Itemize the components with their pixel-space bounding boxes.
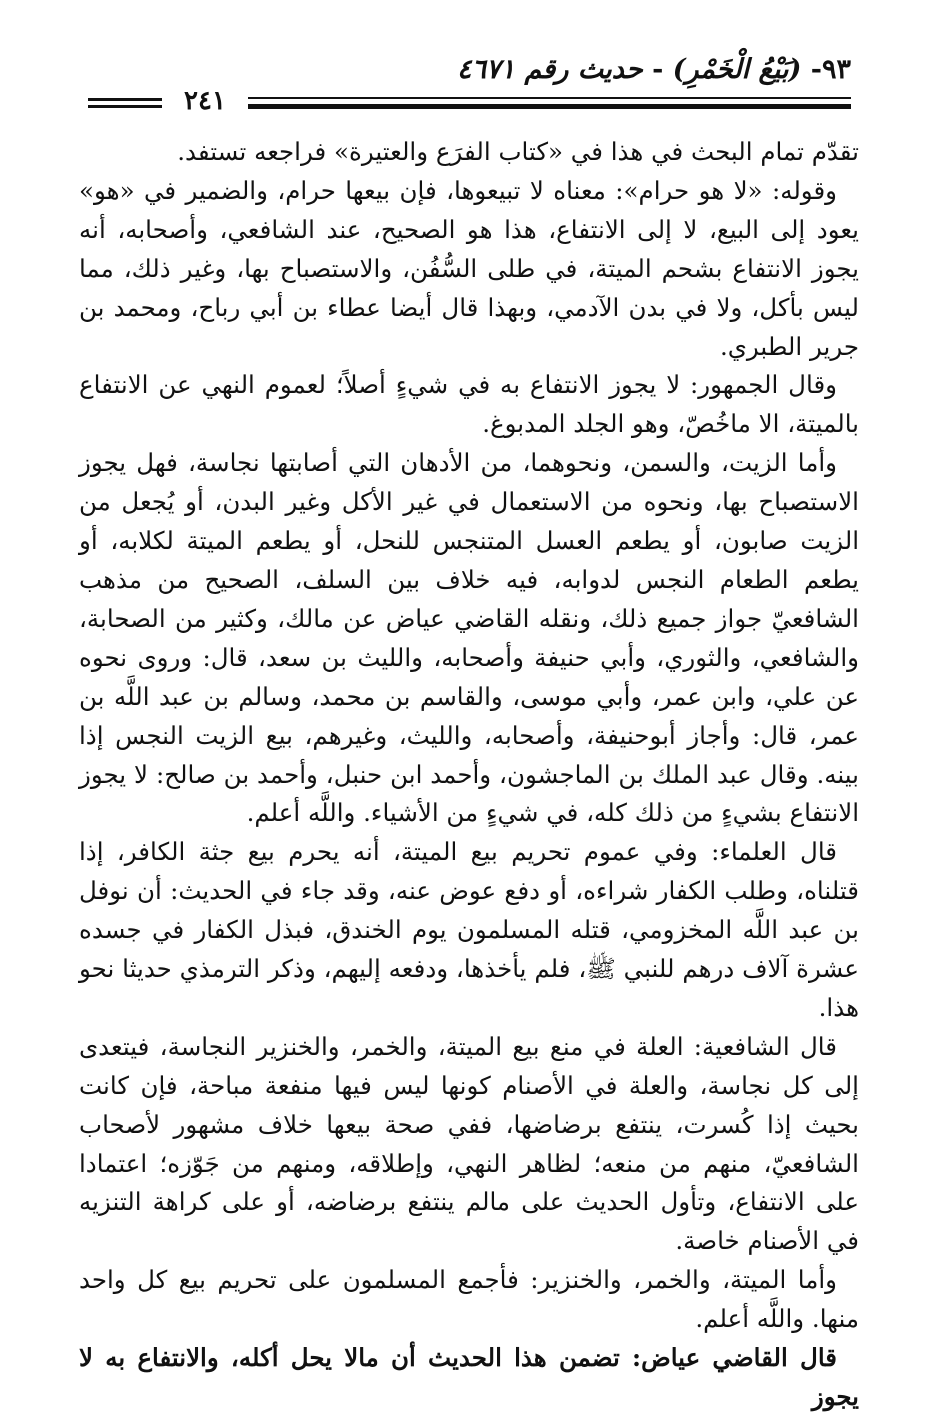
header-rule-thin [248,97,851,99]
hadith-label: حديث رقم ٤٦٧١ [457,54,643,85]
paragraph: وقال الجمهور: لا يجوز الانتفاع به في شيءٍ أصلاً؛ لعموم النهي عن الانتفاع بالميتة، الا ماخُصّ، وهو الجلد المدبوغ. [79,370,859,439]
paragraph: تقدّم تمام البحث في هذا في «كتاب الفرَع والعتيرة» فراجعه تستفد. [177,137,859,166]
header-separator: - [652,54,664,85]
paragraph: وأما الميتة، والخمر، والخنزير: فأجمع المسلمون على تحريم بيع كل واحد منها. واللَّه أعلم. [79,1265,859,1334]
text-body [79,133,859,1417]
paragraph: وأما الزيت، والسمن، ونحوهما، من الأدهان التي أصابتها نجاسة، فهل يجوز الاستصباح بها، ونحوه من الاستعمال في غير الأكل وغير البدن، أو يُجعل من الزيت صابون، أو يطعم العسل المتنجس للنحل، أو يطعم الميتة لكلابه، أو يطعم الطعام النجس لدوابه، فيه خلاف بين السلف، الصحيح من مذهب الشافعيّ جواز جميع ذلك، ونقله القاضي عياض عن مالك، وكثير من الصحابة، والشافعي، والثوري، وأبي حنيفة وأصحابه، والليث بن سعد، قال: وروى نحوه عن علي، وابن عمر، وأبي موسى، والقاسم بن محمد، وسالم بن عبد اللَّه بن عمر، قال: وأجاز أبوحنيفة، وأصحابه، والليث، وغيرهم، بيع الزيت النجس إذا بينه. وقال عبد الملك بن الماجشون، وأحمد ابن حنبل، وأحمد بن صالح: لا يجوز الانتفاع بشيءٍ من ذلك كله، في شيءٍ من الأشياء. واللَّه أعلم. [79,448,859,828]
page-number-rule-top [88,98,162,101]
page-number: ٢٤١ [184,86,226,116]
running-head [457,56,851,83]
paragraph: وقوله: «لا هو حرام»: معناه لا تبيعوها، فإن بيعها حرام، والضمير في «هو» يعود إلى البيع، لا إلى الانتفاع، هذا هو الصحيح، عند الشافعي، وأصحابه، أنه يجوز الانتفاع بشحم الميتة، في طلى السُّفُن، والاستصباح بها، وغير ذلك، مما ليس بأكل، ولا في بدن الآدمي، وبهذا قال أيضا عطاء بن أبي رباح، ومحمد بن جرير الطبري. [79,175,859,361]
header-rule-thick [248,104,851,109]
chapter-number: ٩٣- [810,54,851,85]
paragraph: قال الشافعية: العلة في منع بيع الميتة، والخمر، والخنزير النجاسة، فيتعدى إلى كل نجاسة، والعلة في الأصنام كونها ليس فيها منفعة مباحة، فإن كانت بحيث إذا كُسرت، ينتفع برضاضها، ففي صحة بيعها خلاف مشهور لأصحاب الشافعيّ، منهم من منعه؛ لظاهر النهي، وإطلاقه، ومنهم من جَوّزه؛ اعتمادا على الانتفاع، وتأول الحديث على مالم ينتفع برضاضه، أو على كراهة التنزيه في الأصنام خاصة. [79,1031,859,1256]
chapter-title: (بَيْعُ الْخَمْرِ) [672,54,802,85]
paragraph: قال العلماء: وفي عموم تحريم بيع الميتة، أنه يحرم بيع جثة الكافر، إذا قتلناه، وطلب الكفار شراءه، أو دفع عوض عنه، وقد جاء في الحديث: أن نوفل بن عبد اللَّه المخزومي، قتله المسلمون يوم الخندق، فبذل الكفار في جسده عشرة آلاف درهم للنبي ﷺ، فلم يأخذها، ودفعه إليهم، وذكر الترمذي حديثا نحو هذا. [79,837,859,1022]
paragraph: قال القاضي عياض: تضمن هذا الحديث أن مالا يحل أكله، والانتفاع به لا يجوز [79,1343,859,1411]
page-number-rule-bottom [88,105,162,108]
